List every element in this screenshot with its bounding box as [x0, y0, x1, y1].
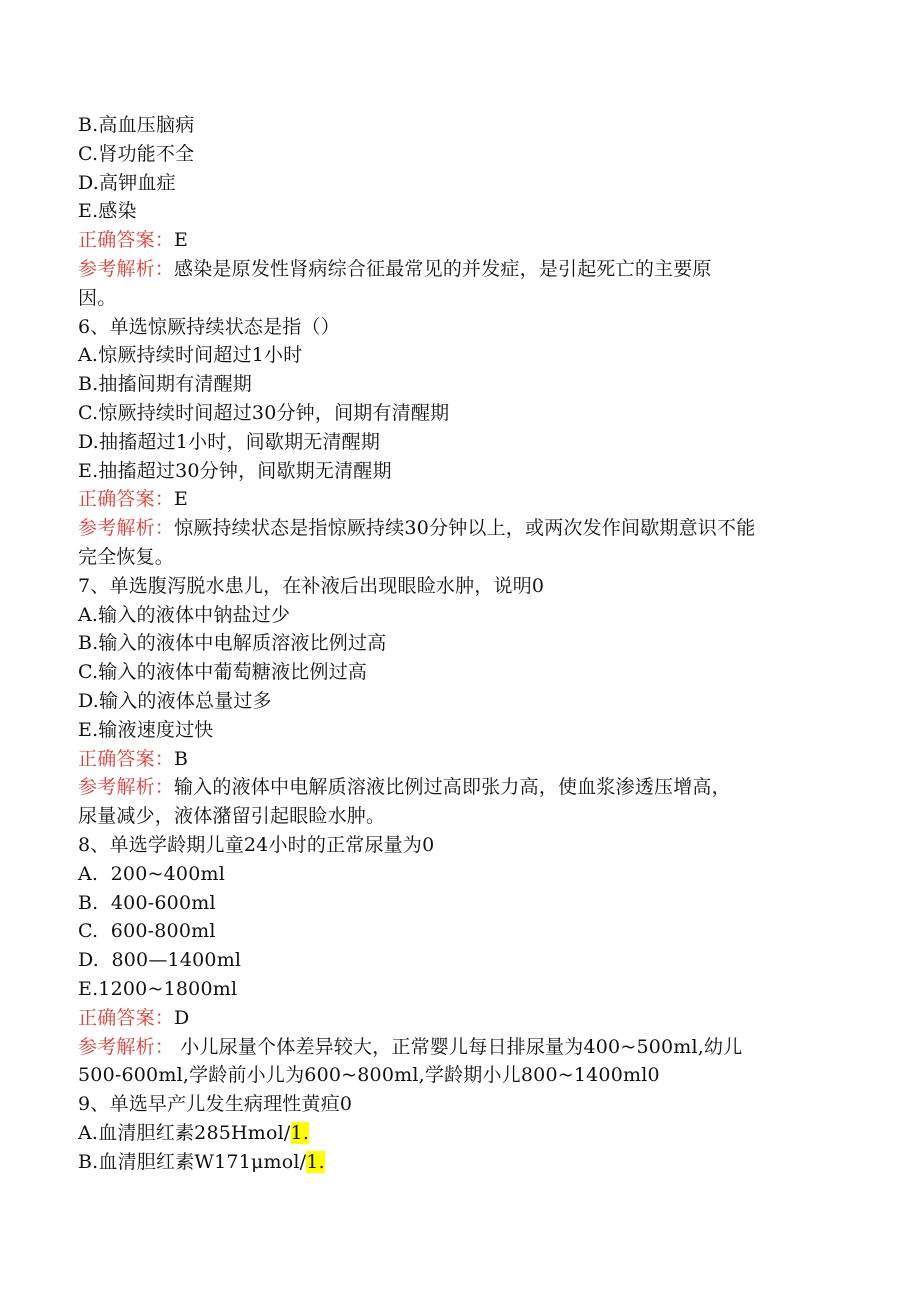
- q8-analysis-continued: 500-600ml,学龄前小儿为600~800ml,学龄期小儿800~1400ml0: [78, 1064, 660, 1087]
- answer-label: 正确答案：: [78, 229, 175, 252]
- q5-analysis-continued: 因。: [78, 286, 117, 309]
- q6-option-b: B.抽搐间期有清醒期: [78, 373, 253, 396]
- q9-option-a: [78, 1119, 848, 1148]
- q8-answer: [78, 1004, 848, 1033]
- q6-option-d: D.抽搐超过1小时，间歇期无清醒期: [78, 430, 381, 453]
- analysis-text: 输入的液体中电解质溶液比例过高即张力高，使血浆渗透压增高，: [174, 776, 731, 799]
- analysis-text: 惊厥持续状态是指惊厥持续30分钟以上，或两次发作间歇期意识不能: [174, 517, 756, 540]
- q6-option-a: A.惊厥持续时间超过1小时: [78, 344, 303, 367]
- q7-option-e: E.输液速度过快: [78, 718, 214, 741]
- q9-question: 9、单选早产儿发生病理性黄疸0: [78, 1093, 353, 1116]
- q8-option-d: D. 800—1400ml: [78, 949, 242, 972]
- q7-analysis: [78, 773, 848, 802]
- q8-option-e: E.1200~1800ml: [78, 977, 238, 1000]
- q6-analysis-continued: 完全恢复。: [78, 545, 175, 568]
- q5-answer: [78, 226, 848, 255]
- q8-analysis: [78, 1033, 848, 1062]
- answer-value: E: [174, 229, 189, 252]
- q8-question: 8、单选学龄期儿童24小时的正常尿量为0: [78, 833, 435, 856]
- analysis-text: 小儿尿量个体差异较大，正常婴儿每日排尿量为400~500ml,幼儿: [174, 1035, 743, 1058]
- q5-option-b: B.高血压脑病: [78, 114, 195, 136]
- answer-label: 正确答案：: [78, 488, 175, 511]
- q5-option-d: D.高钾血症: [78, 171, 176, 194]
- answer-label: 正确答案：: [78, 1006, 175, 1029]
- q5-analysis: [78, 255, 848, 284]
- q8-option-b: B. 400-600ml: [78, 891, 216, 914]
- analysis-label: 参考解析：: [78, 776, 175, 799]
- analysis-label: 参考解析：: [78, 1035, 175, 1058]
- q7-option-b: B.输入的液体中电解质溶液比例过高: [78, 632, 387, 655]
- q8-option-c: C. 600-800ml: [78, 920, 216, 943]
- highlighted-text: 1.: [306, 1150, 325, 1173]
- q6-question: 6、单选惊厥持续状态是指（）: [78, 315, 340, 338]
- q7-answer: [78, 745, 848, 774]
- answer-value: B: [174, 747, 189, 770]
- analysis-label: 参考解析：: [78, 257, 175, 280]
- option-text: B.血清胆红素W171μmol/: [78, 1150, 307, 1173]
- analysis-label: 参考解析：: [78, 517, 175, 540]
- analysis-text: 感染是原发性肾病综合征最常见的并发症，是引起死亡的主要原: [174, 257, 712, 280]
- exam-document: [78, 111, 848, 1176]
- option-text: A.血清胆红素285Hmol/: [78, 1121, 291, 1144]
- q9-option-b: [78, 1148, 848, 1177]
- q7-option-c: C.输入的液体中葡萄糖液比例过高: [78, 661, 368, 684]
- answer-value: E: [174, 488, 189, 511]
- answer-value: D: [174, 1006, 190, 1029]
- q5-option-e: E.感染: [78, 200, 137, 223]
- answer-label: 正确答案：: [78, 747, 175, 770]
- highlighted-text: 1.: [290, 1121, 310, 1144]
- q7-analysis-continued: 尿量减少，液体潴留引起眼睑水肿。: [78, 805, 386, 828]
- q6-option-c: C.惊厥持续时间超过30分钟，间期有清醒期: [78, 401, 450, 424]
- q7-question: 7、单选腹泻脱水患儿，在补液后出现眼睑水肿，说明0: [78, 574, 545, 597]
- q8-option-a: A. 200~400ml: [78, 862, 225, 885]
- q7-option-a: A.输入的液体中钠盐过少: [78, 603, 291, 626]
- q6-answer: [78, 485, 848, 514]
- q7-option-d: D.输入的液体总量过多: [78, 689, 272, 712]
- q6-analysis: [78, 514, 848, 543]
- q6-option-e: E.抽搐超过30分钟，间歇期无清醒期: [78, 459, 392, 482]
- q5-option-c: C.肾功能不全: [78, 142, 195, 165]
